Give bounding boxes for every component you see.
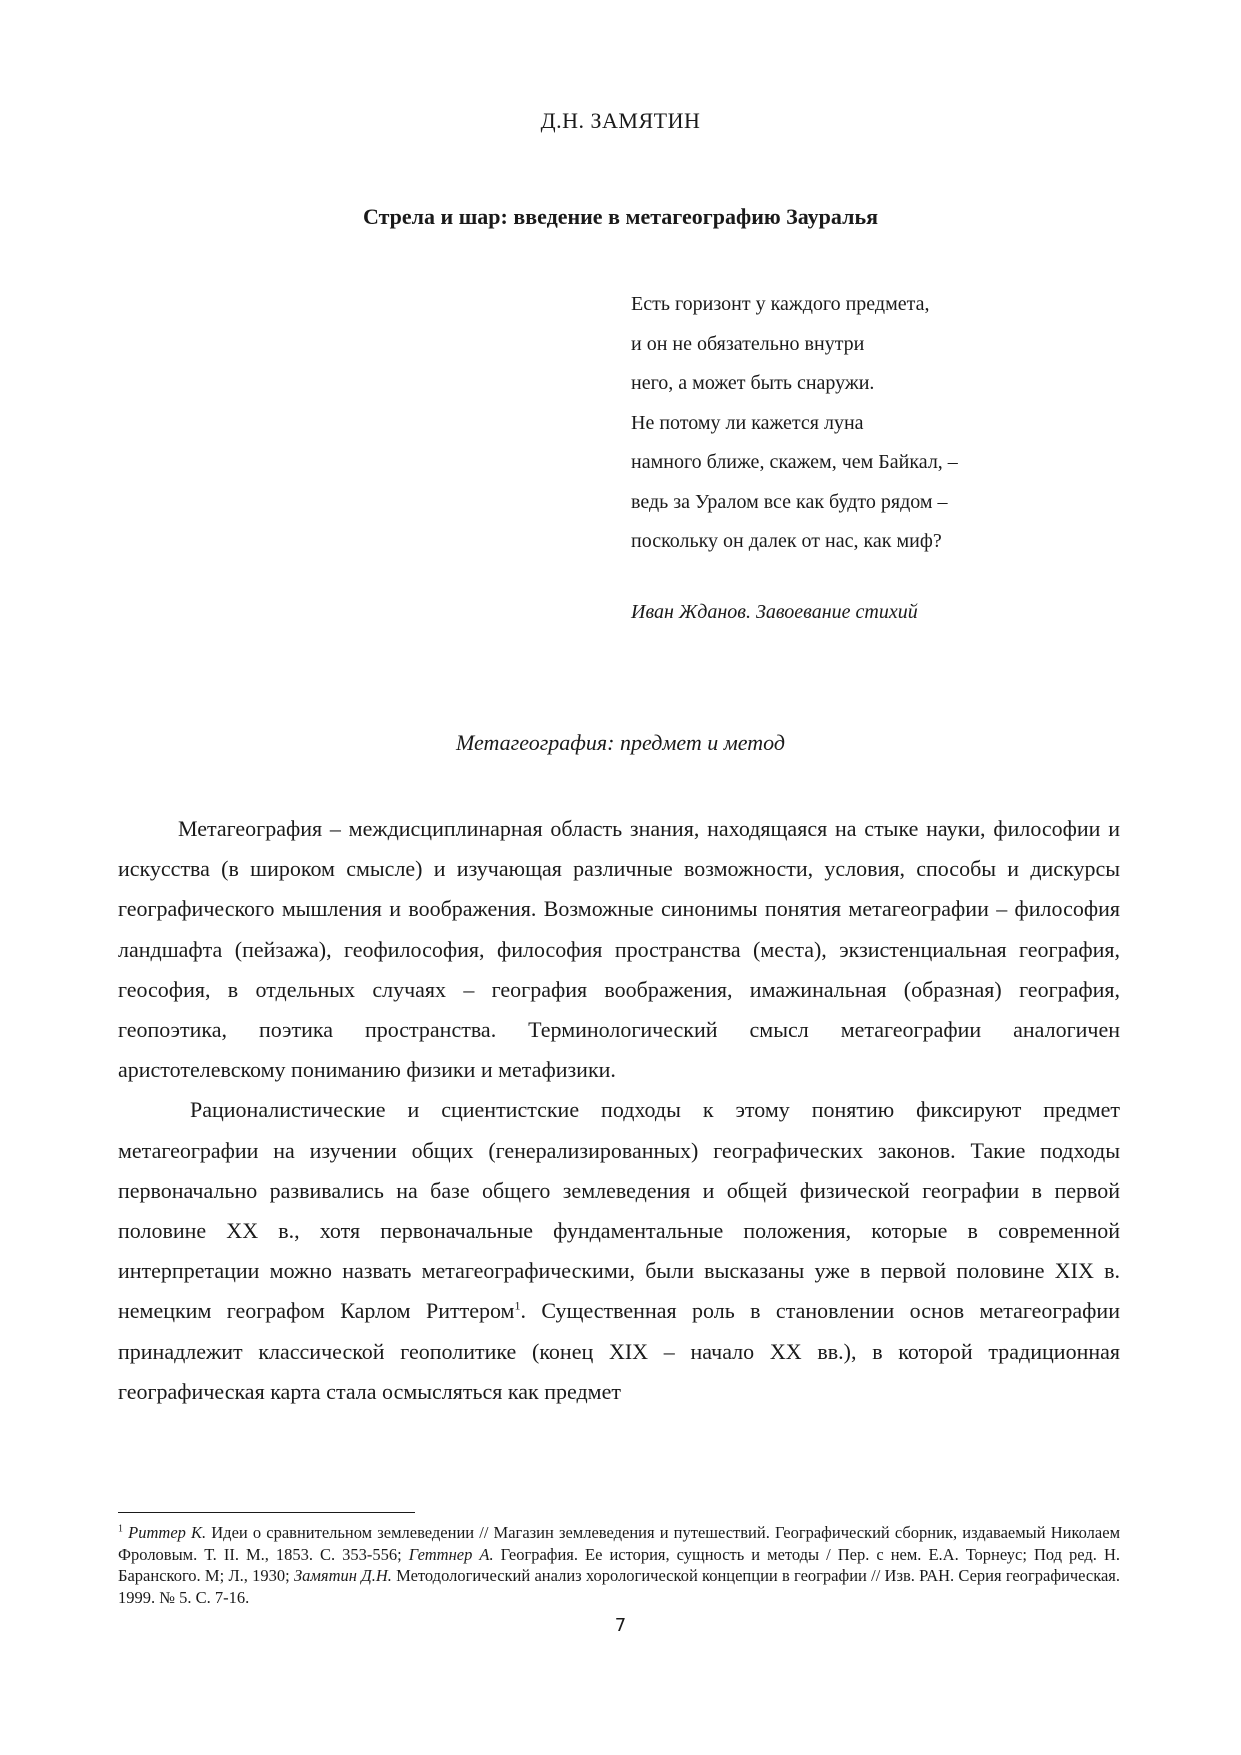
paragraph-text: Рационалистические и сциентистские подходы к этому понятию фиксируют предмет метагеографии на изучении общих (генерализированных) географических законов. Такие подходы первоначально развивались на базе общего землеведения и общей физической географии в первой половине XX в., хотя первоначальные фундаментальные положения, которые в современной интерпретации можно назвать метагеографическими, были высказаны уже в первой половине XIX в. немецким географом Карлом Риттером — [118, 1097, 1120, 1324]
epigraph-source: Иван Жданов. Завоевание стихий — [631, 601, 918, 623]
epigraph — [631, 285, 1051, 562]
citation-text: Идеи о сравнительном землеведении // Магазин землеведения и путешествий. Географический сборник, издаваемый Николаем Фроловым. Т. II. М., 1853. С. 353-556; — [118, 1523, 1121, 1564]
footnote-separator — [118, 1512, 415, 1513]
epigraph-line: ведь за Уралом все как будто рядом – — [631, 490, 948, 513]
cited-author: Риттер К. — [128, 1523, 207, 1542]
epigraph-line: намного ближе, скажем, чем Байкал, – — [631, 451, 958, 473]
section-title: Метагеография: предмет и метод — [456, 730, 785, 755]
epigraph-line: Есть горизонт у каждого предмета, — [631, 293, 930, 315]
citation-text: Методологический анализ хорологической концепции в географии // Изв. РАН. Серия географическая. 1999. № 5. С. 7-16. — [118, 1566, 1121, 1607]
footnote-reference[interactable]: 1 — [514, 1299, 521, 1314]
paragraph-text: . Существенная роль в становлении основ метагеографии принадлежит классической геополитике (конец XIX – начало XX вв.), в которой традиционная географическая карта стала осмысляться как предмет — [118, 1298, 1120, 1404]
paragraph: Метагеография – междисциплинарная область знания, находящаяся на стыке науки, философии и искусства (в широком смысле) и изучающая различные возможности, условия, способы и дискурсы географического мышления и воображения. Возможные синонимы понятия метагеографии – философия ландшафта (пейзажа), геофилософия, философия пространства (места), экзистенциальная география, геософия, в отдельных случаях – география воображения, имажинальная (образная) география, геопоэтика, поэтика пространства. Терминологический смысл метагеографии аналогичен аристотелевскому пониманию физики и метафизики. — [118, 816, 1120, 1083]
article-title: Стрела и шар: введение в метагеографию Зауралья — [363, 204, 878, 229]
epigraph-line: поскольку он далек от нас, как миф? — [631, 530, 942, 552]
epigraph-line: и он не обязательно внутри — [631, 332, 865, 355]
footnote-marker: 1 — [118, 1523, 123, 1535]
citation-text: География. Ее история, сущность и методы / Пер. с нем. Е.А. Торнеус; Под ред. Н. Баранского. М; Л., 1930; — [118, 1544, 1120, 1585]
page-number: 7 — [614, 1615, 627, 1636]
paragraph — [118, 1090, 1120, 1412]
footnote — [118, 1522, 1120, 1608]
author-name: Д.Н. ЗАМЯТИН — [540, 108, 701, 133]
cited-author: Геттнер А. — [408, 1544, 494, 1564]
epigraph-line: Не потому ли кажется луна — [631, 411, 864, 434]
body-text — [118, 809, 1120, 1412]
epigraph-line: него, а может быть снаружи. — [631, 372, 875, 394]
cited-author: Замятин Д.Н. — [293, 1566, 392, 1585]
